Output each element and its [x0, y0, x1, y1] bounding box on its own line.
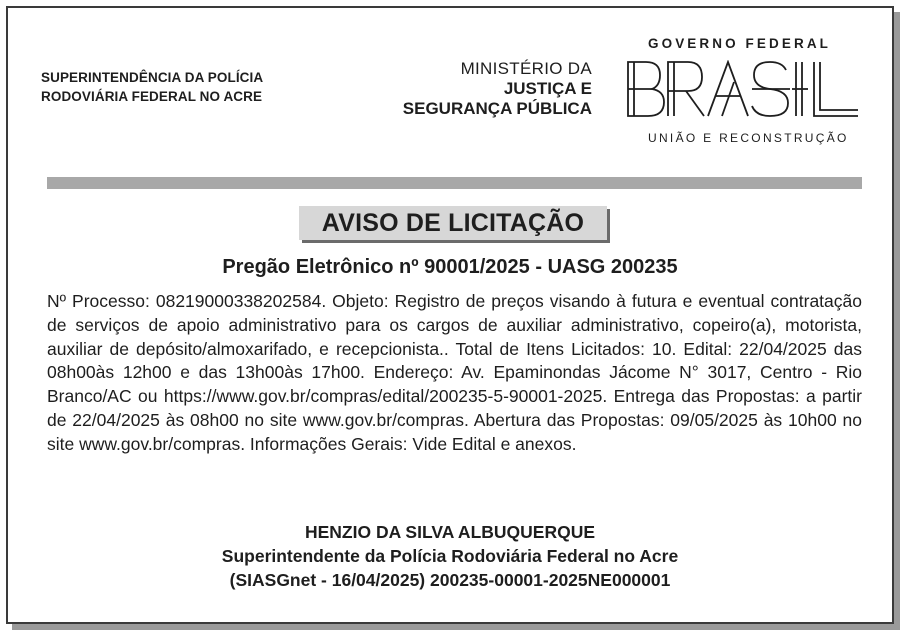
signer-name: HENZIO DA SILVA ALBUQUERQUE	[304, 522, 596, 542]
ministry-line-2: JUSTIÇA E	[503, 79, 592, 98]
ministry-name	[362, 59, 592, 119]
signer-role: Superintendente da Polícia Rodoviária Federal no Acre	[221, 546, 679, 566]
ministry-line-1: MINISTÉRIO DA	[460, 59, 592, 78]
agency-name	[41, 68, 263, 106]
header-divider	[47, 177, 862, 189]
agency-line-1: SUPERINTENDÊNCIA DA POLÍCIA	[41, 70, 264, 85]
gov-federal-label: GOVERNO FEDERAL	[648, 36, 832, 51]
ministry-line-3: SEGURANÇA PÚBLICA	[402, 99, 592, 118]
notice-subtitle: Pregão Eletrônico nº 90001/2025 - UASG 200235	[222, 256, 678, 278]
agency-line-2: RODOVIÁRIA FEDERAL NO ACRE	[41, 89, 263, 104]
notice-body: Nº Processo: 08219000338202584. Objeto: Registro de preços visando à futura e eventual contratação de serviços de apoio administrativo para os cargos de auxiliar administrativo, copeiro(a), motorista, auxiliar de depósito/almoxarifado, e recepcionista.. Total de Itens Licitados: 10. Edital: 22/04/2025 das 08h00às 12h00 e das 13h00às 17h00. Endereço: Av. Epaminondas Jácome N° 3017, Centro - Rio Branco/AC ou https://www.gov.br/compras/edital/200235-5-90001-2025. Entrega das Propostas: a partir de 22/04/2025 às 08h00 no site www.gov.br/compras. Abertura das Propostas: 09/05/2025 às 10h00 no site www.gov.br/compras. Informações Gerais: Vide Edital e anexos.	[47, 291, 862, 454]
brasil-logo	[626, 60, 862, 124]
gov-slogan: UNIÃO E RECONSTRUÇÃO	[648, 131, 849, 145]
notice-title: AVISO DE LICITAÇÃO	[321, 209, 585, 237]
signature-block	[0, 520, 900, 592]
signature-reference: (SIASGnet - 16/04/2025) 200235-00001-2025NE000001	[229, 570, 671, 590]
